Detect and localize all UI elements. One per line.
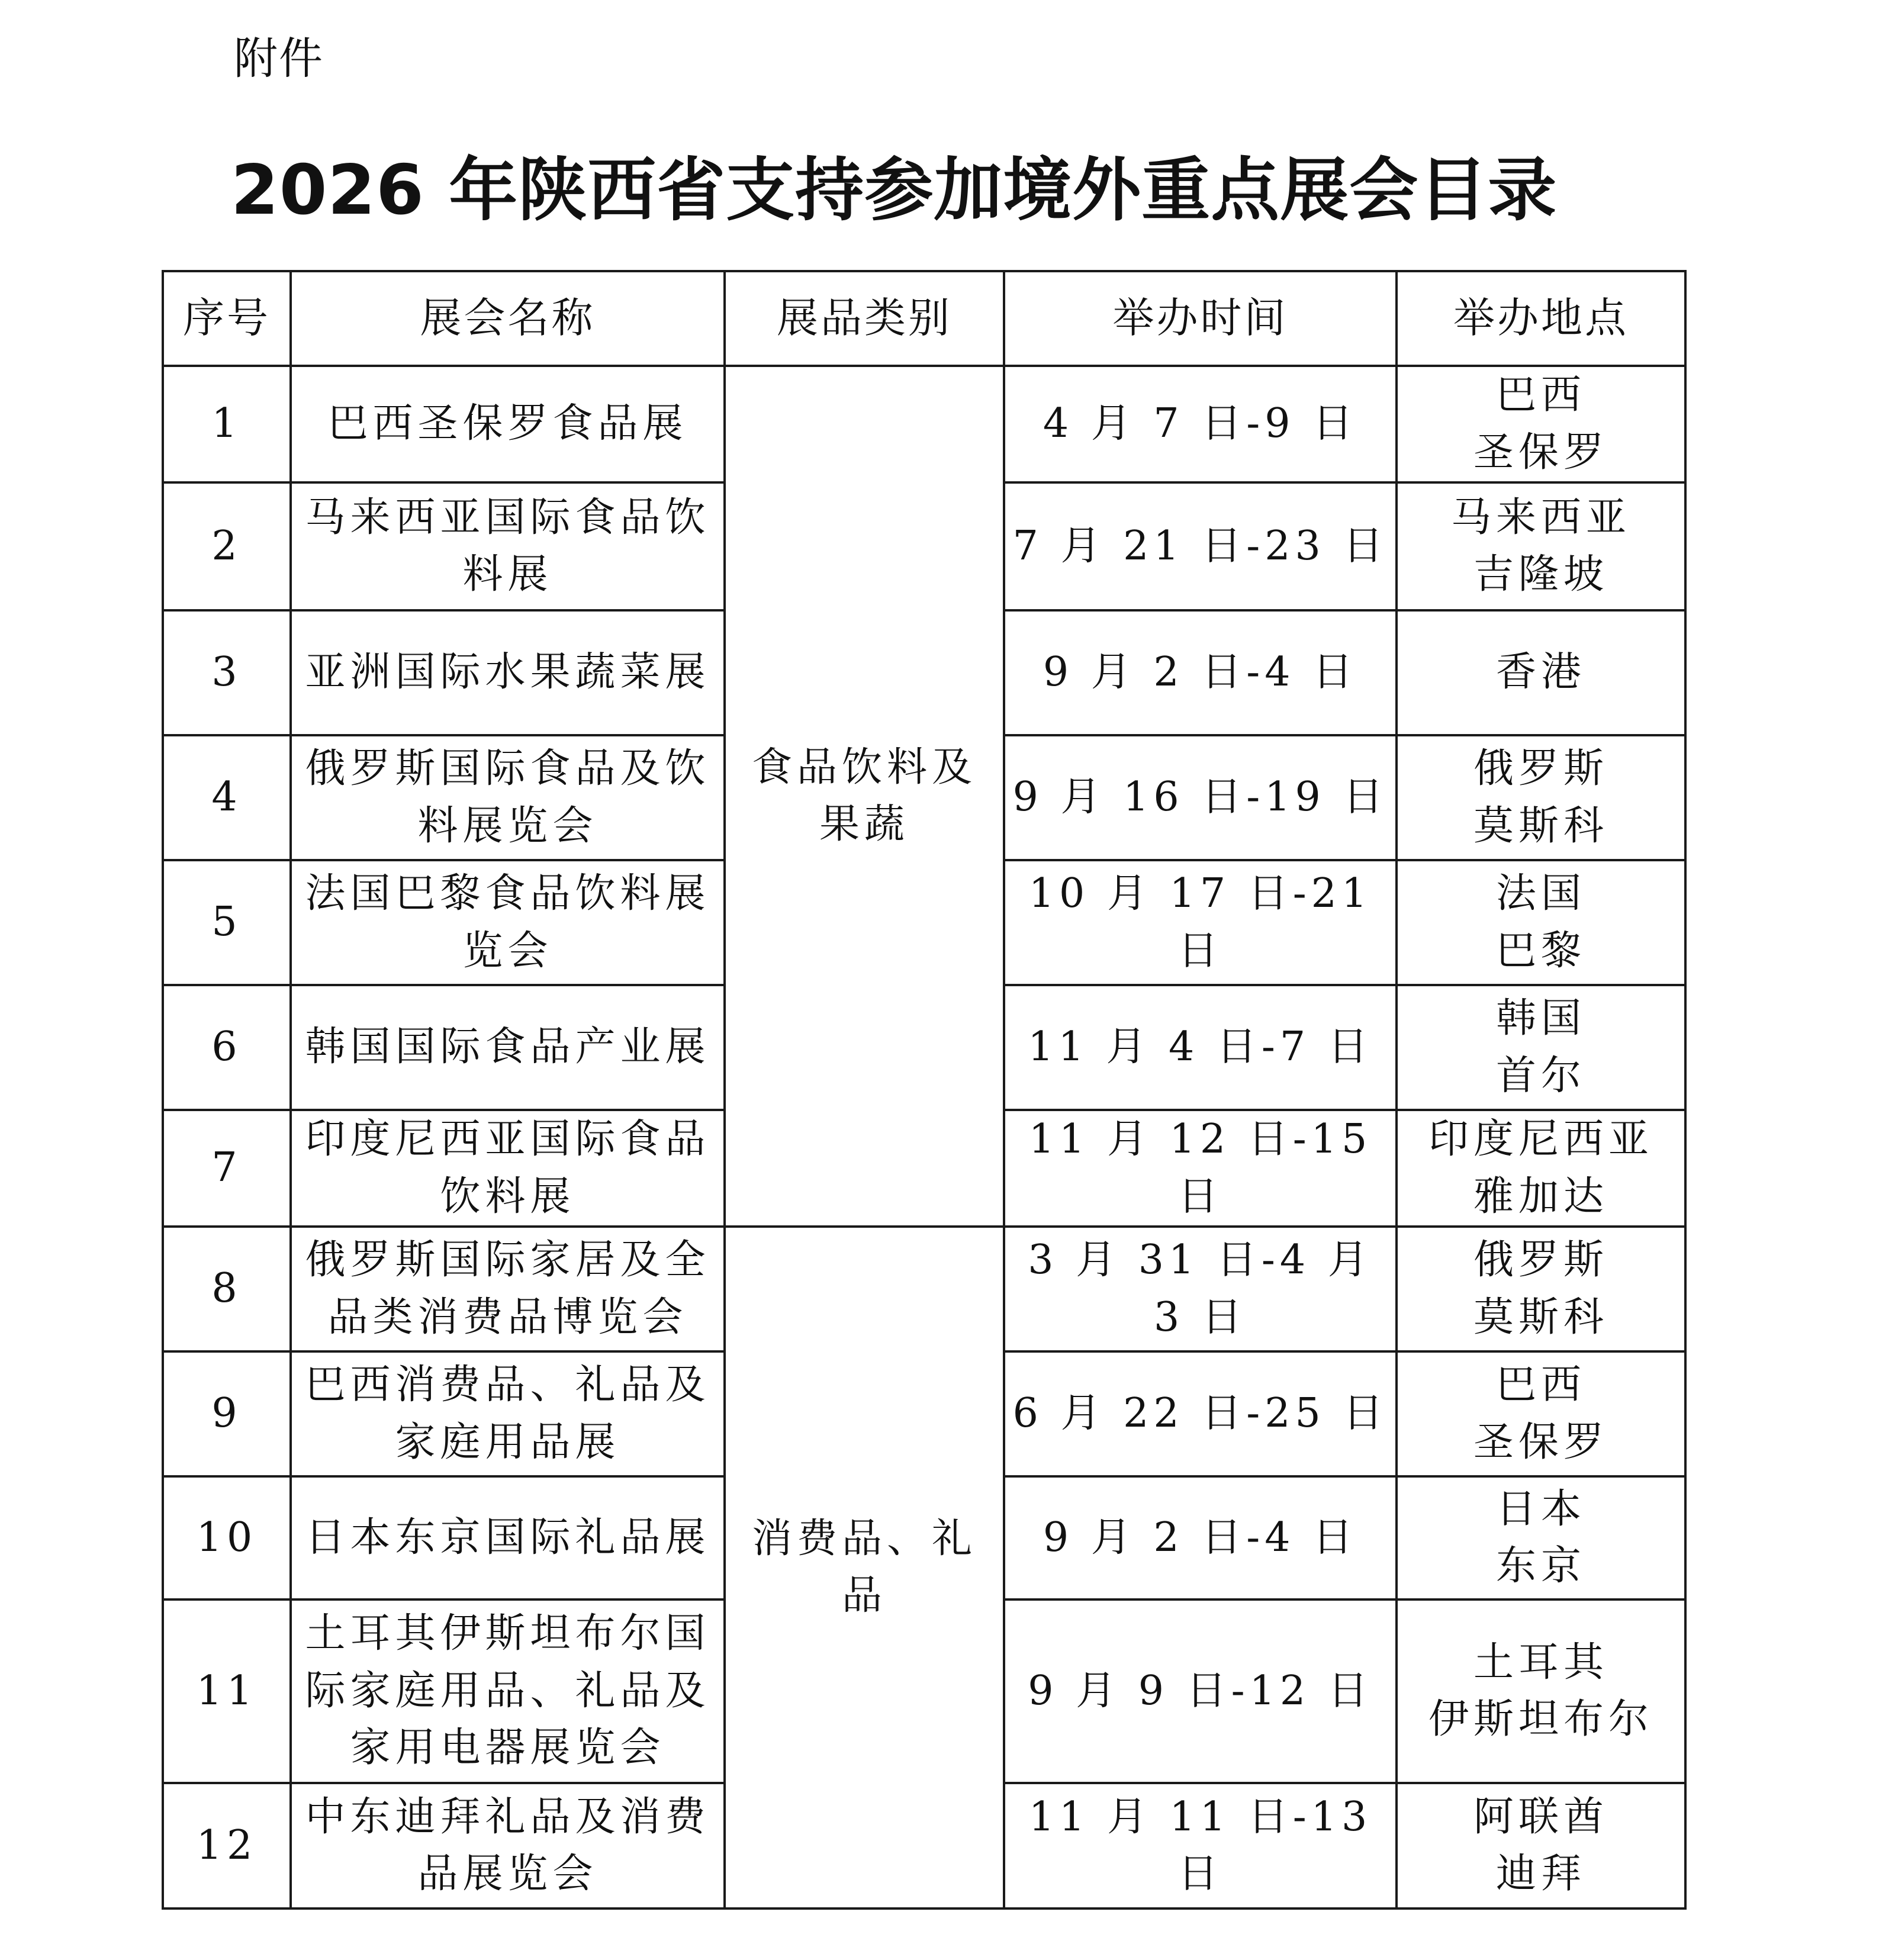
location-country: 阿联酋 (1473, 1793, 1608, 1840)
location-city: 莫斯科 (1473, 1293, 1608, 1341)
exhibition-date: 6 月 22 日-25 日 (1004, 1351, 1397, 1476)
exhibition-date: 4 月 7 日-9 日 (1004, 366, 1397, 482)
exhibition-location (1397, 366, 1685, 482)
row-no: 7 (163, 1110, 291, 1227)
location-country: 日本 (1495, 1485, 1586, 1533)
location-country: 土耳其 (1473, 1639, 1608, 1686)
location-city: 首尔 (1495, 1052, 1586, 1099)
exhibition-name: 日本东京国际礼品展 (291, 1476, 725, 1599)
exhibition-location (1397, 1351, 1685, 1476)
exhibition-date: 9 月 9 日-12 日 (1004, 1599, 1397, 1783)
exhibition-location (1397, 1783, 1685, 1908)
location-country: 印度尼西亚 (1428, 1116, 1653, 1163)
row-no: 10 (163, 1476, 291, 1599)
location-country: 马来西亚 (1450, 494, 1631, 541)
table-body (163, 366, 1685, 1908)
exhibition-date: 11 月 11 日-13 日 (1004, 1783, 1397, 1908)
exhibition-name: 巴西消费品、礼品及家庭用品展 (291, 1351, 725, 1476)
exhibition-location (1397, 1476, 1685, 1599)
exhibition-name: 马来西亚国际食品饮料展 (291, 482, 725, 610)
location-city: 迪拜 (1495, 1850, 1586, 1898)
exhibition-name: 土耳其伊斯坦布尔国际家庭用品、礼品及家用电器展览会 (291, 1599, 725, 1783)
exhibition-date: 11 月 4 日-7 日 (1004, 985, 1397, 1110)
exhibition-location (1397, 735, 1685, 860)
row-no: 9 (163, 1351, 291, 1476)
exhibition-location (1397, 1110, 1685, 1227)
location-city: 伊斯坦布尔 (1428, 1696, 1653, 1743)
exhibition-table (162, 270, 1687, 1910)
col-header-name: 展会名称 (291, 271, 725, 366)
exhibition-location (1397, 1599, 1685, 1783)
exhibition-name: 亚洲国际水果蔬菜展 (291, 610, 725, 735)
location-country: 巴西 (1495, 1362, 1586, 1409)
exhibition-date: 9 月 2 日-4 日 (1004, 610, 1397, 735)
exhibition-date: 3 月 31 日-4 月 3 日 (1004, 1227, 1397, 1351)
location-city: 圣保罗 (1473, 1418, 1608, 1466)
exhibition-name: 法国巴黎食品饮料展览会 (291, 860, 725, 985)
category-cell: 食品饮料及果蔬 (725, 366, 1004, 1227)
location-city: 吉隆坡 (1473, 551, 1608, 598)
exhibition-name: 中东迪拜礼品及消费品展览会 (291, 1783, 725, 1908)
location-city: 雅加达 (1473, 1173, 1608, 1220)
exhibition-name: 俄罗斯国际家居及全品类消费品博览会 (291, 1227, 725, 1351)
row-no: 1 (163, 366, 291, 482)
row-no: 5 (163, 860, 291, 985)
table-header (163, 271, 1685, 366)
document-title: 2026 年陕西省支持参加境外重点展会目录 (231, 150, 1558, 230)
location-country: 俄罗斯 (1473, 745, 1608, 793)
exhibition-location (1397, 610, 1685, 735)
col-header-no: 序号 (163, 271, 291, 366)
exhibition-location (1397, 860, 1685, 985)
table-row (163, 1227, 1685, 1351)
table-row (163, 366, 1685, 482)
exhibition-date: 9 月 2 日-4 日 (1004, 1476, 1397, 1599)
location-country: 巴西 (1495, 372, 1586, 419)
exhibition-date: 10 月 17 日-21 日 (1004, 860, 1397, 985)
col-header-location: 举办地点 (1397, 271, 1685, 366)
row-no: 3 (163, 610, 291, 735)
row-no: 12 (163, 1783, 291, 1908)
exhibition-name: 印度尼西亚国际食品饮料展 (291, 1110, 725, 1227)
exhibition-location (1397, 985, 1685, 1110)
exhibition-date: 7 月 21 日-23 日 (1004, 482, 1397, 610)
location-city: 东京 (1495, 1543, 1586, 1590)
exhibition-location (1397, 1227, 1685, 1351)
row-no: 2 (163, 482, 291, 610)
location-country: 俄罗斯 (1473, 1237, 1608, 1284)
location-city: 莫斯科 (1473, 802, 1608, 849)
header-row (163, 271, 1685, 366)
exhibition-location (1397, 482, 1685, 610)
col-header-date: 举办时间 (1004, 271, 1397, 366)
location-city: 巴黎 (1495, 927, 1586, 974)
exhibition-date: 9 月 16 日-19 日 (1004, 735, 1397, 860)
location-city: 香港 (1495, 649, 1586, 696)
exhibition-name: 俄罗斯国际食品及饮料展览会 (291, 735, 725, 860)
col-header-category: 展品类别 (725, 271, 1004, 366)
category-cell: 消费品、礼品 (725, 1227, 1004, 1908)
location-city: 圣保罗 (1473, 429, 1608, 476)
exhibition-name: 韩国国际食品产业展 (291, 985, 725, 1110)
row-no: 11 (163, 1599, 291, 1783)
row-no: 8 (163, 1227, 291, 1351)
exhibition-name: 巴西圣保罗食品展 (291, 366, 725, 482)
exhibition-date: 11 月 12 日-15 日 (1004, 1110, 1397, 1227)
row-no: 4 (163, 735, 291, 860)
location-country: 韩国 (1495, 995, 1586, 1042)
attachment-label: 附件 (234, 33, 324, 84)
row-no: 6 (163, 985, 291, 1110)
location-country: 法国 (1495, 870, 1586, 918)
